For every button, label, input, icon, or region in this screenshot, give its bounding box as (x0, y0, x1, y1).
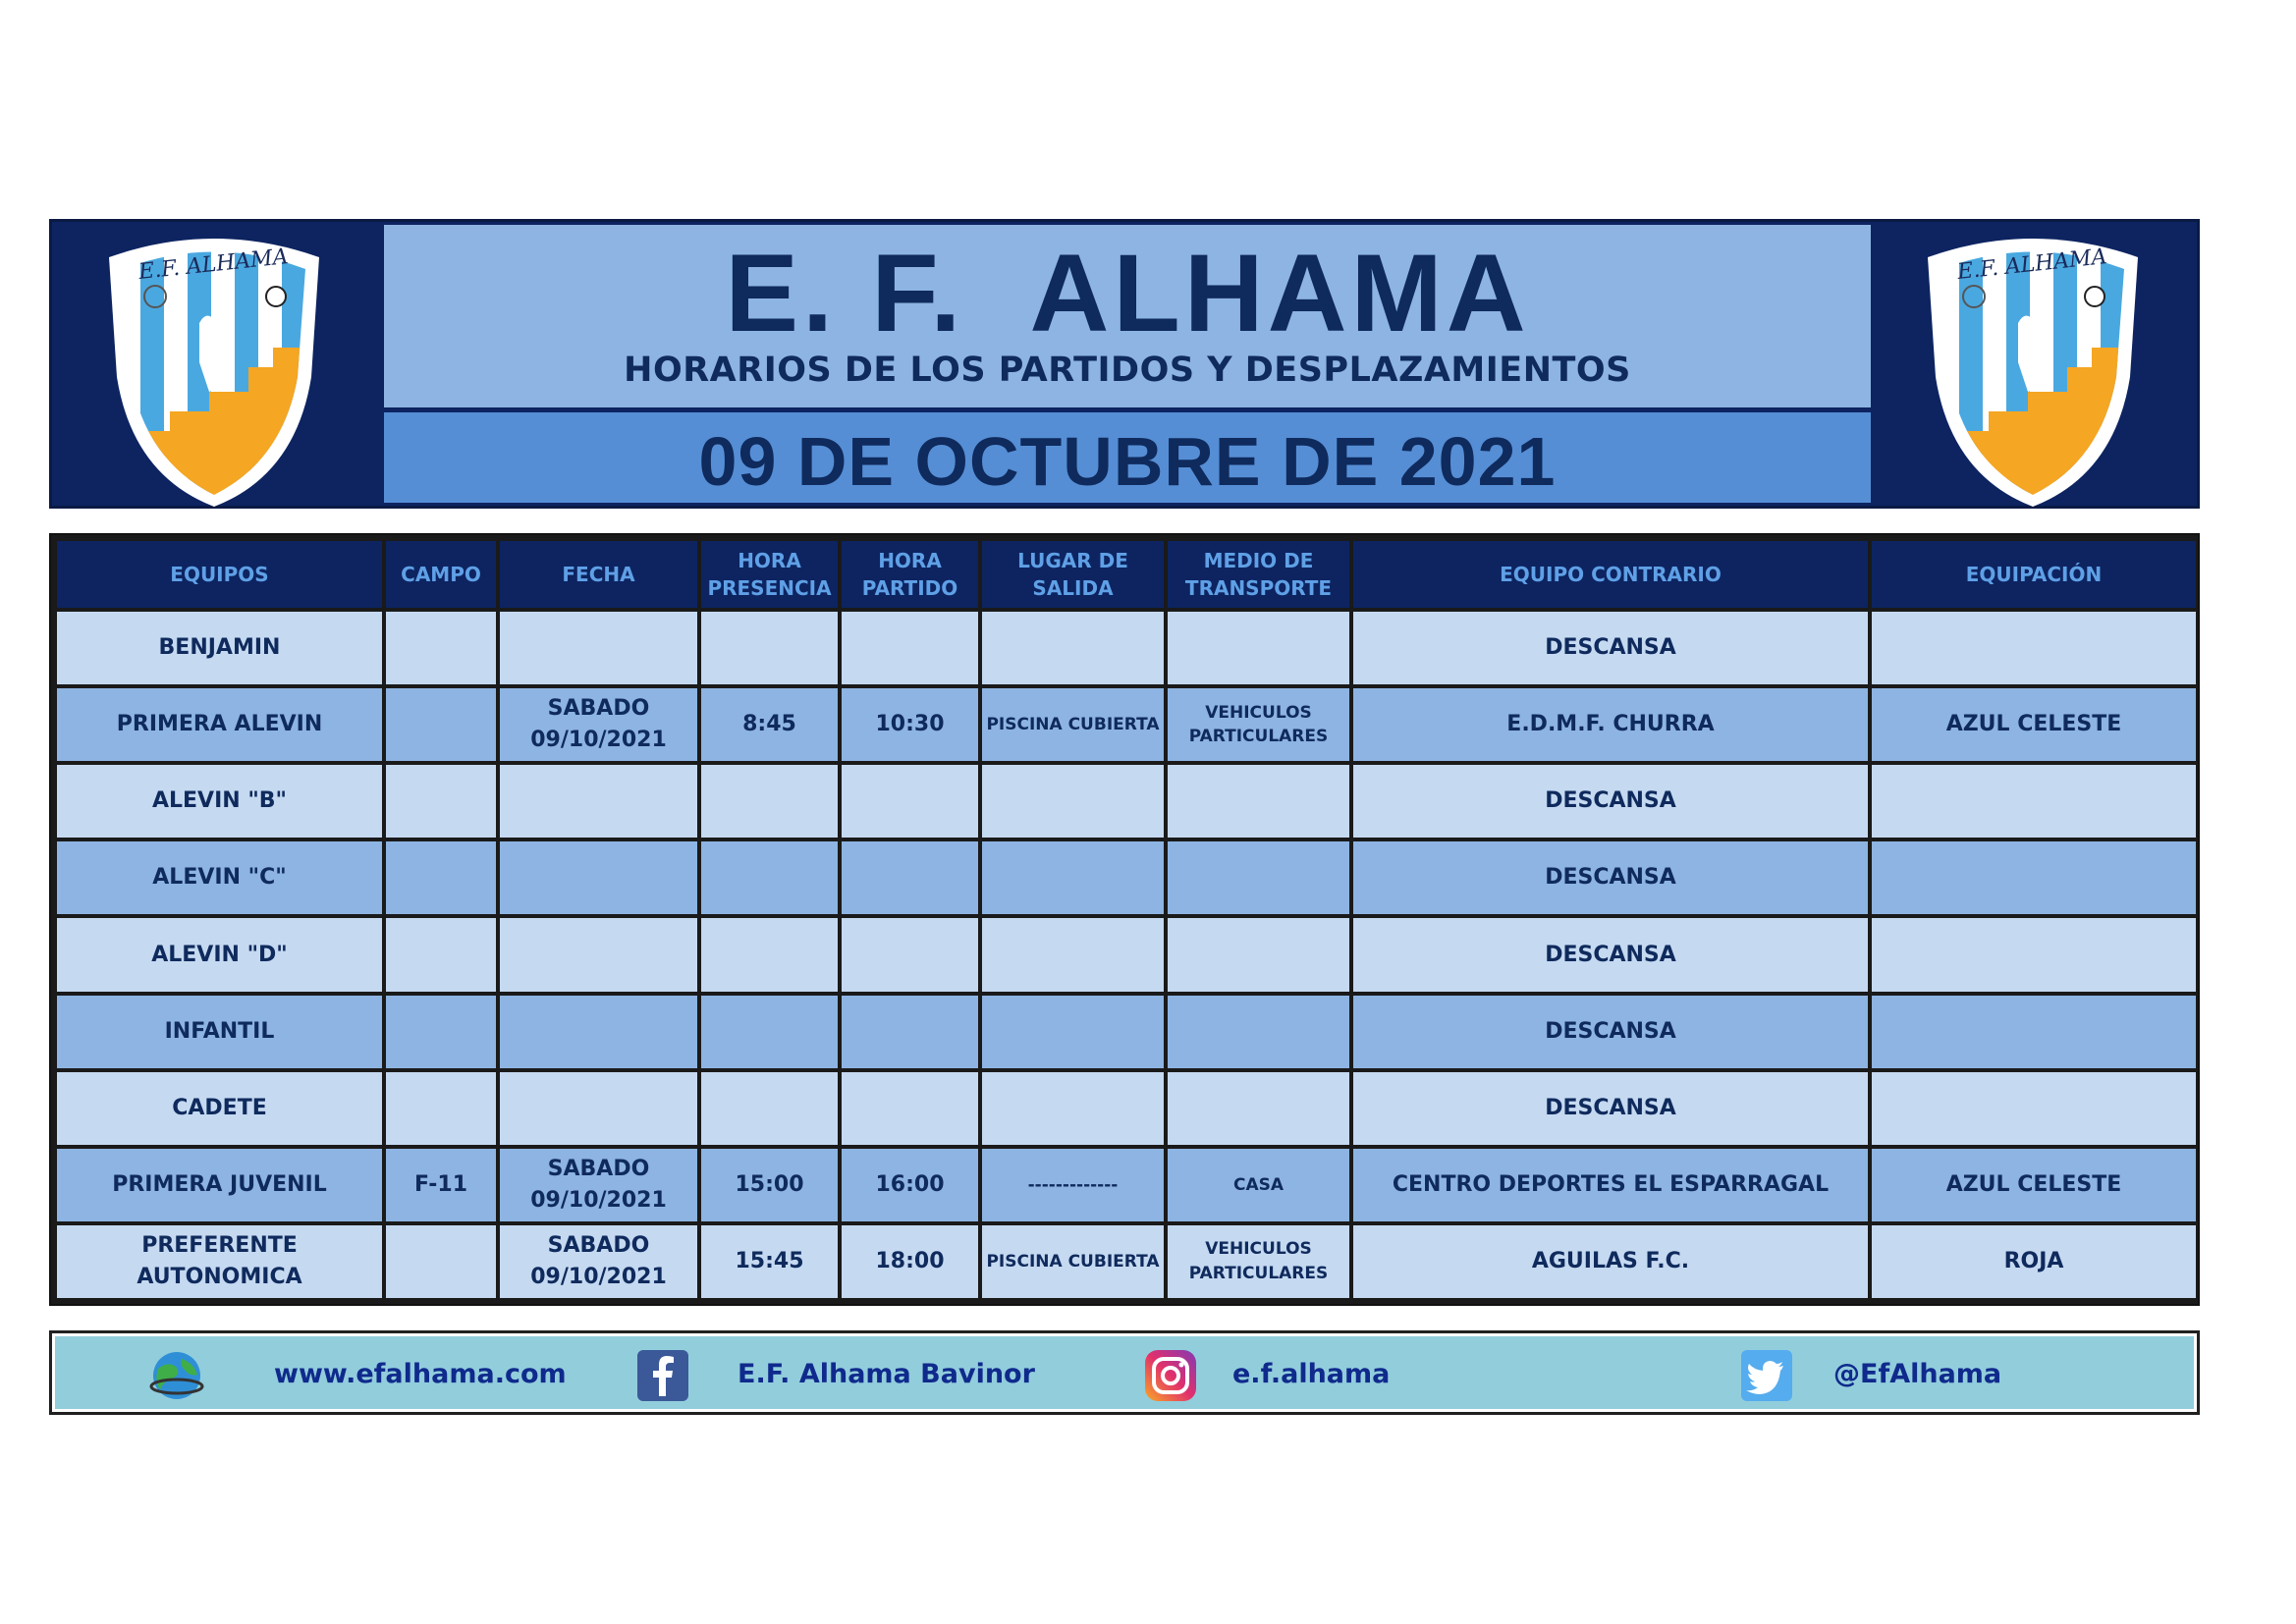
transporte-cell (1168, 996, 1349, 1068)
team-cell (57, 1225, 382, 1298)
club-crest-icon (1920, 230, 2146, 507)
hora-presencia-cell (701, 688, 838, 761)
table-row (57, 918, 2196, 991)
facebook-icon[interactable] (634, 1347, 691, 1404)
hora-partido-cell-text: 18:00 (875, 1248, 945, 1273)
fecha-cell-text: 09/10/2021 (530, 1187, 667, 1213)
transporte-cell-text: VEHICULOS (1205, 1239, 1312, 1260)
transporte-cell (1168, 765, 1349, 838)
hora-presencia-cell (701, 996, 838, 1068)
lugar-salida-cell (982, 688, 1164, 761)
lugar-salida-cell (982, 1225, 1164, 1298)
campo-cell (386, 1149, 496, 1221)
transporte-cell (1168, 688, 1349, 761)
equipacion-cell-text: AZUL CELESTE (1945, 1171, 2122, 1197)
team-cell-text: CADETE (172, 1095, 267, 1120)
team-cell-text: PREFERENTE AUTONOMICA (137, 1233, 302, 1289)
transporte-cell (1168, 1149, 1349, 1221)
team-cell-text: PRIMERA ALEVIN (116, 712, 323, 737)
instagram-link[interactable]: e.f.alhama (1232, 1359, 1391, 1389)
hora-presencia-cell (701, 918, 838, 991)
transporte-cell (1168, 1072, 1349, 1145)
column-header: HORA PRESENCIA (701, 541, 838, 608)
fecha-cell (500, 1225, 697, 1298)
hora-presencia-cell (701, 612, 838, 684)
equipo-contrario-cell-text: DESCANSA (1545, 1018, 1676, 1044)
table-row (57, 765, 2196, 838)
equipo-contrario-cell (1353, 765, 1868, 838)
column-header: CAMPO (386, 541, 496, 608)
hora-presencia-cell-text: 15:00 (735, 1171, 804, 1197)
club-crest-icon (101, 230, 327, 507)
team-cell (57, 612, 382, 684)
hora-partido-cell (842, 612, 978, 684)
equipacion-cell (1872, 688, 2196, 761)
schedule-table (53, 537, 2200, 1302)
fecha-cell (500, 612, 697, 684)
fecha-cell (500, 841, 697, 914)
fecha-cell-text: SABADO (547, 1233, 650, 1259)
column-header: MEDIO DE TRANSPORTE (1168, 541, 1349, 608)
column-header: HORA PARTIDO (842, 541, 978, 608)
fecha-cell (500, 688, 697, 761)
hora-partido-cell-text: 10:30 (875, 712, 945, 737)
hora-presencia-cell (701, 841, 838, 914)
twitter-icon[interactable] (1738, 1347, 1795, 1404)
hora-presencia-cell (701, 1149, 838, 1221)
equipacion-cell-text: AZUL CELESTE (1945, 712, 2122, 737)
team-cell (57, 841, 382, 914)
fecha-cell (500, 996, 697, 1068)
column-header: EQUIPOS (57, 541, 382, 608)
campo-cell (386, 841, 496, 914)
campo-cell (386, 918, 496, 991)
column-header: FECHA (500, 541, 697, 608)
campo-cell (386, 1072, 496, 1145)
hora-presencia-cell-text: 8:45 (742, 712, 796, 737)
schedule-date: 09 DE OCTUBRE DE 2021 (698, 423, 1557, 500)
team-cell (57, 996, 382, 1068)
team-cell-text: BENJAMIN (158, 635, 281, 661)
equipo-contrario-cell-text: DESCANSA (1545, 1095, 1676, 1120)
campo-cell (386, 688, 496, 761)
team-cell-text: PRIMERA JUVENIL (112, 1171, 327, 1197)
page-title: E. F. ALHAMA (725, 232, 1530, 354)
hora-presencia-cell (701, 765, 838, 838)
equipo-contrario-cell (1353, 1072, 1868, 1145)
transporte-cell (1168, 1225, 1349, 1298)
transporte-cell-text: PARTICULARES (1188, 727, 1329, 747)
lugar-salida-cell (982, 612, 1164, 684)
table-header-row (57, 541, 2196, 608)
campo-cell-text: F-11 (413, 1171, 468, 1197)
lugar-salida-cell (982, 918, 1164, 991)
fecha-cell-text: 09/10/2021 (530, 1264, 667, 1289)
hora-partido-cell (842, 688, 978, 761)
hora-partido-cell (842, 765, 978, 838)
equipo-contrario-cell-text: DESCANSA (1545, 865, 1676, 891)
table-row (57, 1149, 2196, 1221)
page-subtitle: HORARIOS DE LOS PARTIDOS Y DESPLAZAMIENTOS (624, 351, 1631, 390)
table-row (57, 1072, 2196, 1145)
equipo-contrario-cell-text: AGUILAS F.C. (1531, 1248, 1690, 1273)
table-row (57, 841, 2196, 914)
hora-partido-cell-text: 16:00 (875, 1171, 945, 1197)
lugar-salida-cell-text: ------------- (1027, 1174, 1119, 1195)
campo-cell (386, 612, 496, 684)
column-header: EQUIPACIÓN (1872, 541, 2196, 608)
team-cell (57, 1149, 382, 1221)
transporte-cell-text: VEHICULOS (1205, 702, 1312, 723)
team-cell (57, 688, 382, 761)
transporte-cell (1168, 841, 1349, 914)
equipacion-cell (1872, 918, 2196, 991)
equipacion-cell (1872, 765, 2196, 838)
lugar-salida-cell-text: PISCINA CUBIERTA (986, 1251, 1160, 1272)
fecha-cell (500, 765, 697, 838)
table-row (57, 996, 2196, 1068)
svg-text:E.F. ALHAMA: E.F. ALHAMA (1955, 244, 2108, 285)
equipacion-cell (1872, 996, 2196, 1068)
column-header: EQUIPO CONTRARIO (1353, 541, 1868, 608)
team-cell (57, 918, 382, 991)
equipacion-cell (1872, 612, 2196, 684)
fecha-cell (500, 1149, 697, 1221)
hora-partido-cell (842, 841, 978, 914)
transporte-cell (1168, 918, 1349, 991)
equipo-contrario-cell-text: DESCANSA (1545, 635, 1676, 661)
hora-presencia-cell-text: 15:45 (735, 1248, 804, 1273)
fecha-cell-text: SABADO (547, 696, 650, 722)
equipo-contrario-cell-text: CENTRO DEPORTES EL ESPARRAGAL (1392, 1171, 1830, 1197)
equipo-contrario-cell (1353, 996, 1868, 1068)
equipo-contrario-cell-text: E.D.M.F. CHURRA (1506, 712, 1715, 737)
lugar-salida-cell (982, 841, 1164, 914)
equipo-contrario-cell (1353, 612, 1868, 684)
campo-cell (386, 996, 496, 1068)
campo-cell (386, 1225, 496, 1298)
fecha-cell (500, 918, 697, 991)
header-banner (49, 219, 2200, 509)
equipo-contrario-cell (1353, 688, 1868, 761)
transporte-cell-text: PARTICULARES (1188, 1263, 1329, 1283)
equipo-contrario-cell-text: DESCANSA (1545, 942, 1676, 967)
team-cell-text: ALEVIN "D" (151, 942, 288, 967)
social-footer (49, 1330, 2200, 1415)
facebook-link[interactable]: E.F. Alhama Bavinor (738, 1359, 1035, 1389)
hora-partido-cell (842, 996, 978, 1068)
equipacion-cell (1872, 1149, 2196, 1221)
column-header: LUGAR DE SALIDA (982, 541, 1164, 608)
fecha-cell (500, 1072, 697, 1145)
lugar-salida-cell (982, 996, 1164, 1068)
hora-partido-cell (842, 918, 978, 991)
hora-partido-cell (842, 1072, 978, 1145)
team-cell-text: INFANTIL (164, 1018, 275, 1044)
equipo-contrario-cell (1353, 918, 1868, 991)
hora-presencia-cell (701, 1072, 838, 1145)
twitter-link[interactable]: @EfAlhama (1833, 1359, 2002, 1389)
campo-cell (386, 765, 496, 838)
lugar-salida-cell (982, 765, 1164, 838)
team-cell-text: ALEVIN "B" (151, 788, 288, 814)
table-row (57, 1225, 2196, 1298)
lugar-salida-cell (982, 1072, 1164, 1145)
equipacion-cell (1872, 1072, 2196, 1145)
team-cell (57, 765, 382, 838)
equipo-contrario-cell (1353, 841, 1868, 914)
hora-partido-cell (842, 1149, 978, 1221)
team-cell (57, 1072, 382, 1145)
table-row (57, 688, 2196, 761)
schedule-table-frame (49, 533, 2200, 1306)
instagram-icon[interactable] (1142, 1347, 1199, 1404)
hora-partido-cell (842, 1225, 978, 1298)
equipo-contrario-cell (1353, 1225, 1868, 1298)
team-cell-text: ALEVIN "C" (152, 865, 287, 891)
transporte-cell-text: CASA (1232, 1174, 1285, 1195)
hora-presencia-cell (701, 1225, 838, 1298)
svg-text:E.F. ALHAMA: E.F. ALHAMA (137, 244, 290, 285)
equipacion-cell (1872, 1225, 2196, 1298)
lugar-salida-cell-text: PISCINA CUBIERTA (986, 714, 1160, 734)
equipacion-cell-text: ROJA (2003, 1248, 2064, 1273)
title-box (384, 225, 1871, 407)
globe-icon[interactable] (148, 1347, 205, 1404)
website-link[interactable]: www.efalhama.com (274, 1359, 567, 1389)
transporte-cell (1168, 612, 1349, 684)
equipacion-cell (1872, 841, 2196, 914)
date-box (384, 412, 1871, 503)
lugar-salida-cell (982, 1149, 1164, 1221)
equipo-contrario-cell (1353, 1149, 1868, 1221)
fecha-cell-text: 09/10/2021 (530, 728, 667, 753)
equipo-contrario-cell-text: DESCANSA (1545, 788, 1676, 814)
fecha-cell-text: SABADO (547, 1156, 650, 1181)
table-row (57, 612, 2196, 684)
